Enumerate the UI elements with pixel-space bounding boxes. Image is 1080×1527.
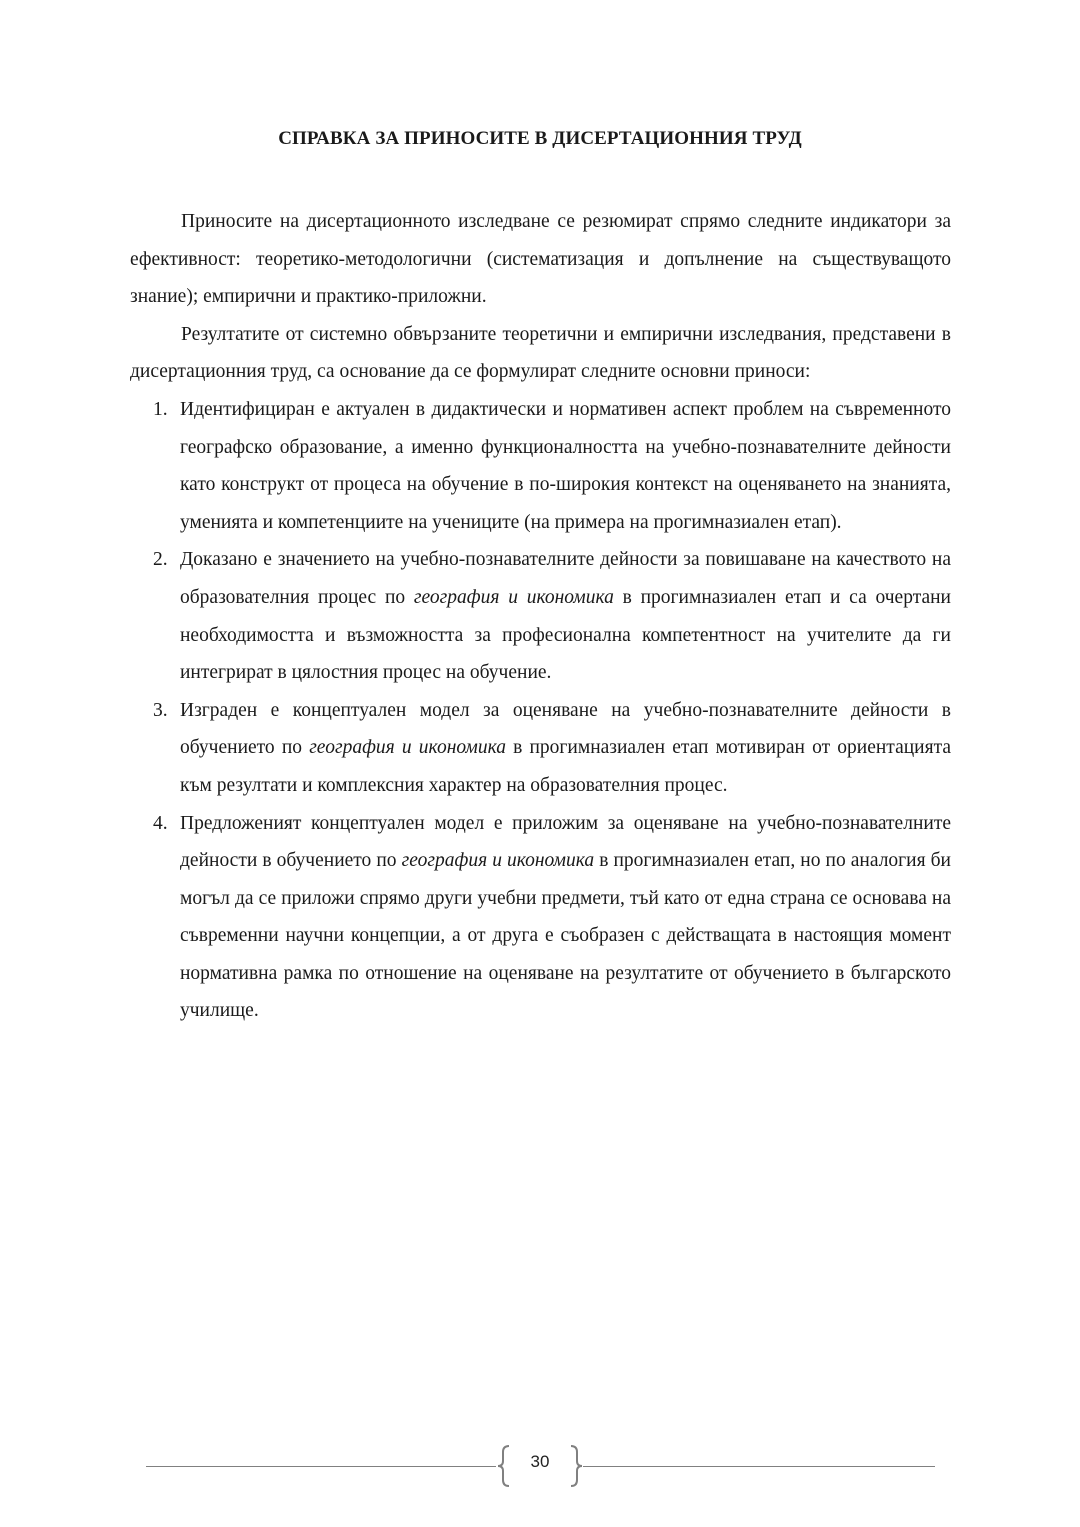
contribution-text-continued: в прогимназиален етап мотивиран от ориентацията към резултати и комплексния характер на образователния процес. [180, 737, 951, 796]
subject-name: география и икономика [309, 737, 506, 759]
contribution-item [130, 692, 951, 805]
contribution-text: Предложеният концептуален модел е приложим за оценяване на учебно-познавателните дейности в обучението по [180, 812, 951, 872]
contribution-number: 1. [153, 398, 168, 420]
contribution-text-continued: в прогимназиален етап и са очертани необходимостта и възможността за професионална компетентност на учителите да ги интегрират в цялостния процес на обучение. [180, 586, 951, 684]
contribution-item [130, 541, 951, 691]
page-number: 30 [530, 1452, 550, 1471]
contributions-list [130, 391, 951, 1030]
results-paragraph: Резултатите от системно обвързаните теоретични и емпирични изследвания, представени в дисертационния труд, са основание да се формулират следните основни приноси: [130, 323, 951, 383]
contribution-number: 3. [153, 699, 168, 721]
page-title: СПРАВКА ЗА ПРИНОСИТЕ В ДИСЕРТАЦИОННИЯ ТРУД [278, 128, 802, 149]
document-body [130, 203, 951, 1030]
page-footer [0, 1444, 1080, 1488]
contribution-text: Изграден е концептуален модел за оценяване на учебно-познавателните дейности в обучението по [180, 699, 951, 759]
contribution-number: 4. [153, 812, 168, 834]
left-brace-icon [494, 1444, 514, 1488]
subject-name: география и икономика [413, 586, 614, 608]
subject-name: география и икономика [401, 850, 595, 872]
contribution-number: 2. [153, 549, 168, 571]
intro-paragraph: Приносите на дисертационното изследване се резюмират спрямо следните индикатори за ефективност: теоретико-методологични (систематизация и допълнение на съществуващото знание); емпирични и практико-приложни. [130, 211, 951, 308]
contribution-item [130, 805, 951, 1031]
footer-rule-left [146, 1466, 496, 1467]
contribution-item [130, 391, 951, 541]
footer-rule-right [583, 1466, 935, 1467]
contribution-text: Идентифициран е актуален в дидактически и нормативен аспект проблем на съвременното географско образование, а именно функционалността на учебно-познавателните дейности като конструкт от процеса на обучение в по-широкия контекст на оценяването на знанията, уменията и компетенциите на учениците (на примера на прогимназиален етап). [180, 398, 951, 533]
contribution-text: Доказано е значението на учебно-познавателните дейности за повишаване на качеството на образователния процес по [180, 549, 951, 608]
contribution-text-continued: в прогимназиален етап, но по аналогия би могъл да се приложи спрямо други учебни предмети, тъй като от една страна се основава на съвременни научни концепции, а от друга е съобразен с действащата в настоящия момент нормативна рамка по отношение на оценяване на резултатите от обучението в българското училище. [180, 850, 951, 1022]
